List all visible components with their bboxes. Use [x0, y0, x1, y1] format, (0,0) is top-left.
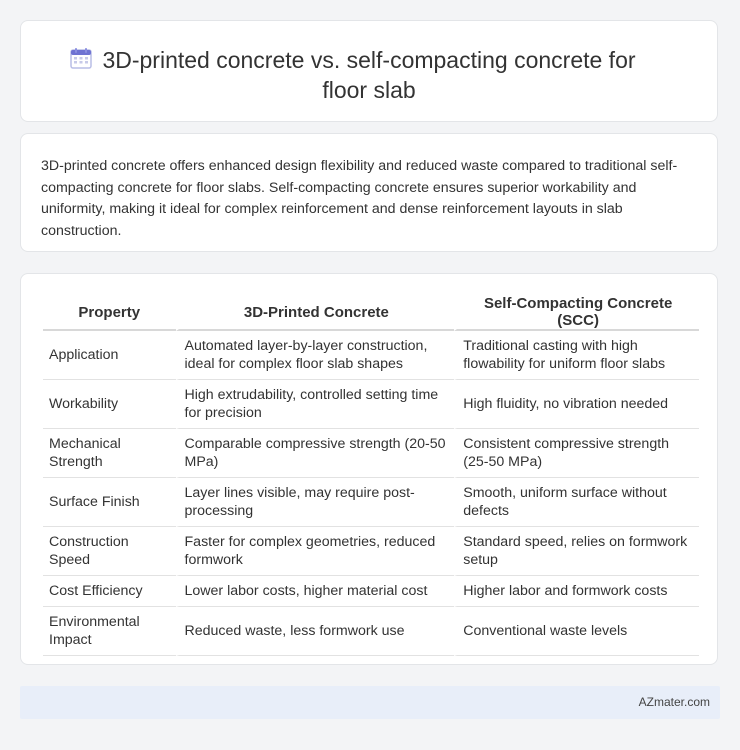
table-cell: High extrudability, controlled setting time for precision [176, 380, 455, 429]
property-cell: Construction Speed [43, 527, 176, 576]
header-3d-printed: 3D-Printed Concrete [176, 295, 455, 331]
property-cell: Cost Efficiency [43, 576, 176, 607]
table-cell: Consistent compressive strength (25-50 MPa) [454, 429, 699, 478]
page-title-line-1: 3D-printed concrete vs. self-compacting concrete for [102, 47, 636, 73]
table-cell: Higher labor and formwork costs [454, 576, 699, 607]
comparison-table [43, 295, 699, 656]
footer-brand: AZmater.com [638, 695, 710, 709]
table-row [43, 527, 699, 576]
table-cell: Faster for complex geometries, reduced formwork [176, 527, 455, 576]
header-scc: Self-Compacting Concrete (SCC) [454, 295, 699, 331]
table-cell: Standard speed, relies on formwork setup [454, 527, 699, 576]
table-cell: Comparable compressive strength (20-50 MPa) [176, 429, 455, 478]
table-row [43, 607, 699, 656]
table-header-row [43, 295, 699, 331]
table-cell: High fluidity, no vibration needed [454, 380, 699, 429]
title-card [20, 20, 718, 122]
table-row [43, 576, 699, 607]
property-cell: Mechanical Strength [43, 429, 176, 478]
table-cell: Reduced waste, less formwork use [176, 607, 455, 656]
table-row [43, 429, 699, 478]
footer-bar [20, 686, 720, 719]
property-cell: Environmental Impact [43, 607, 176, 656]
table-row [43, 380, 699, 429]
property-cell: Surface Finish [43, 478, 176, 527]
property-cell: Workability [43, 380, 176, 429]
table-cell: Traditional casting with high flowability for uniform floor slabs [454, 331, 699, 380]
table-row [43, 478, 699, 527]
page-title [21, 45, 717, 105]
header-property: Property [43, 295, 176, 331]
table-cell: Automated layer-by-layer construction, ideal for complex floor slab shapes [176, 331, 455, 380]
page-title-line-2: floor slab [322, 77, 416, 103]
table-cell: Smooth, uniform surface without defects [454, 478, 699, 527]
table-row [43, 331, 699, 380]
summary-card [20, 133, 718, 252]
table-cell: Conventional waste levels [454, 607, 699, 656]
table-cell: Lower labor costs, higher material cost [176, 576, 455, 607]
property-cell: Application [43, 331, 176, 380]
summary-text: 3D-printed concrete offers enhanced design flexibility and reduced waste compared to traditional self-compacting concrete for floor slabs. Self-compacting concrete ensures superior workability and uniformity, making it ideal for complex reinforcement and dense reinforcement layouts in slab construction. [41, 158, 678, 239]
comparison-table-card [20, 273, 718, 665]
table-cell: Layer lines visible, may require post-processing [176, 478, 455, 527]
